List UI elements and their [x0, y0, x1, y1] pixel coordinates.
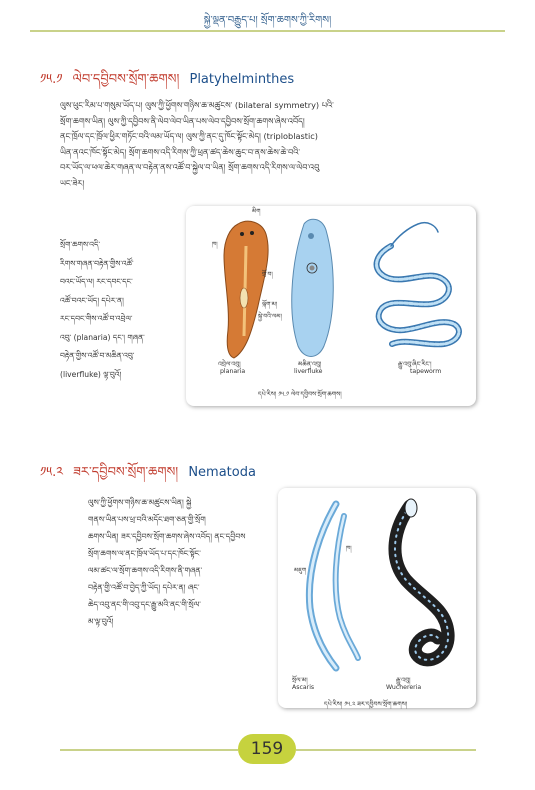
label-pharynx: ལྐོག་མ།: [262, 301, 278, 308]
header-title: སྐྱེ་ལྡན་བརྒྱུད་པ། སྲོག་ཆགས་ཀྱི་རིགས།: [203, 15, 332, 26]
section1-narrow-line: རང་དབང་གིས་འཚོ་བ་འབྲེལ་: [60, 314, 133, 323]
liverfluke-label-english: liverfluke: [294, 368, 323, 375]
figure-15-2-illustration: [278, 488, 476, 708]
figure-15-2-caption: དཔེ་རིས། ༡༥.༢ ཟར་དབྱིབས་སྲོག་ཆགས།: [324, 701, 408, 708]
liverfluke-illustration: [292, 219, 334, 356]
section1-line: ལུས་ཕུང་རིམ་པ་གསུམ་ཡོད་པ། ལུས་ཀྱི་ཕྱོགས་གཉིས་ཆ་མཚུངས་ (bilateral symmetry) པའི་: [60, 100, 334, 110]
footer-divider-left: [60, 749, 238, 751]
section2-line: གནས་ཡིན་པས་ཕྲ་བའི་མདོང་ཐག་ཅན་གྱི་སྲོག: [88, 515, 206, 524]
section2-title-tibetan: ཟར་དབྱིབས་སྲོག་ཆགས།: [73, 465, 179, 480]
figure-15-1: [186, 206, 476, 406]
section2-line: སྲོག་ཆགས་ལ་ནང་ཁྲོལ་ཡོད་པ་དང་ཁོང་སྟོང་: [88, 549, 201, 558]
tapeworm-illustration: [377, 223, 459, 345]
figure-15-1-illustration: [186, 206, 476, 406]
wuchereria-label-english: Wuchereria: [386, 684, 422, 691]
wuchereria-label-tibetan: རྒྱུ་འབུ།: [396, 677, 411, 684]
tapeworm-label-tibetan: རྒྱུ་འབུ་ཞིང་རིང་།: [398, 361, 432, 368]
section2-line: ཆགས་ཡིན། ཟར་དབྱིབས་སྲོག་ཆགས་ཞེས་འབོད། ནང་དབྱིབས: [88, 532, 246, 541]
section2-number: ༡༥.༢: [40, 465, 63, 480]
ascaris-label-tibetan: སྲོལ་མ།: [292, 677, 308, 684]
label-eye: མིག: [252, 208, 261, 215]
footer-divider-right: [296, 749, 476, 751]
section1-title-tibetan: ལེབ་དབྱིབས་སྲོག་ཆགས།: [72, 72, 180, 87]
page-header: [0, 0, 535, 30]
planaria-label-tibetan: འབྲེལ་འབུ།: [218, 361, 241, 368]
section1-narrow-line: སྲོག་ཆགས་འདི་: [60, 240, 101, 249]
figure-15-2: [278, 488, 476, 708]
section2-line: བརྟེན་གྱི་འཚོ་བ་བྱེད་ཀྱི་ཡོད། དཔེར་ན། ཞང་: [88, 583, 200, 592]
planaria-illustration: [224, 221, 268, 358]
section1-narrow-line: རིགས་གཞན་བརྟེན་གྱིས་འཚོ་: [60, 258, 134, 268]
section2-title-english: Nematoda: [188, 465, 256, 480]
section2-line: ལམ་ཚང་ལ་སྲོག་ཆགས་འདི་རིགས་ནི་གཞན་: [88, 566, 203, 575]
planaria-label-english: planaria: [220, 368, 246, 375]
section1-paragraph: [60, 98, 500, 191]
ascaris-label-english: Ascaris: [292, 684, 315, 691]
section1-line: བར་ཡོད་ལ་ཕལ་ཆེར་གཞན་ལ་བརྟེན་ནས་འཚོ་བ་སྐྱེལ་བ་ཡིན། སྲོག་ཆགས་འདི་རིགས་ལ་ལེབ་འབུ: [60, 162, 320, 172]
section2-heading: [40, 457, 256, 494]
section1-title-english: Platyhelminthes: [189, 72, 295, 87]
section1-narrow-line: འབུ་ (planaria) དང་། གཞན་: [60, 332, 145, 342]
header-divider: [30, 30, 505, 32]
section1-number: ༡༥.༡: [40, 72, 63, 87]
section1-line: ཡང་ཟེར།: [60, 177, 85, 188]
section2-line: མ་ལྟ་བུའོ།: [88, 617, 114, 626]
section2-paragraph: [88, 494, 270, 630]
tapeworm-label-english: tapeworm: [410, 368, 442, 375]
section2-line: ཆེད་འབུ་ནང་གི་འབུ་དང་རྒྱུ་མའི་ནང་གི་སྲོལ་: [88, 600, 201, 609]
label-gut: གྲོ་བ།: [262, 271, 273, 278]
section1-narrow-line: (liverfluke) ལྟ་བུའོ།: [60, 369, 122, 379]
section1-line: སྲོག་ཆགས་ཡིན། ལུས་ཀྱི་དབྱིབས་ནི་ལེབ་ལེབ་ཡིན་པས་ལེབ་དབྱིབས་སྲོག་ཆགས་ཞེས་འབོད།: [60, 115, 305, 126]
section1-narrow-line: བའང་ཡོད་ལ། རང་དབང་དང་: [60, 277, 133, 286]
label-mouth-nematode: ཁ།: [346, 545, 352, 552]
section1-narrow-line: འཚོ་བའང་ཡོད། དཔེར་ན།: [60, 295, 124, 305]
page-number: 159: [238, 734, 296, 764]
section1-line: ནང་ཁྲོལ་དང་ཁྲོལ་ཕྱིར་གཏོང་བའི་ལམ་ཡོད་ལ། ལུས་ཀྱི་ནང་དུ་ཁོང་སྟོང་མེད། (triploblastic): [60, 131, 318, 141]
liverfluke-label-tibetan: མཆིན་འབུ།: [298, 361, 322, 368]
section2-line: ལུས་ཀྱི་ཕྱོགས་གཉིས་ཆ་མཚུངས་ཡིན། སྐྱེ: [88, 498, 192, 507]
label-reproductive: སྐྱེ་བའི་ལམ།: [258, 313, 282, 320]
section1-narrow-text: [60, 236, 178, 384]
figure-15-1-caption: དཔེ་རིས། ༡༥.༡ ལེབ་དབྱིབས་སྲོག་ཆགས།: [258, 391, 342, 398]
section1-narrow-line: བརྟེན་གྱིས་འཚོ་བ་མཆིན་འབུ་: [60, 351, 135, 360]
section1-heading: [40, 64, 294, 101]
label-mouth: ཁ།: [212, 241, 218, 248]
ascaris-illustration: [309, 504, 358, 668]
label-tail-nematode: མཇུག: [294, 567, 307, 574]
section1-line: ཡིན་ནའང་ཁོང་སྟོང་མེད། སྲོག་ཆགས་འདི་རིགས་ཀྱི་ཕྲན་ཚད་ཆེས་ཆུང་བ་ནས་ཆེས་ཆེ་བའི་: [60, 146, 301, 157]
wuchereria-illustration: [395, 499, 448, 660]
